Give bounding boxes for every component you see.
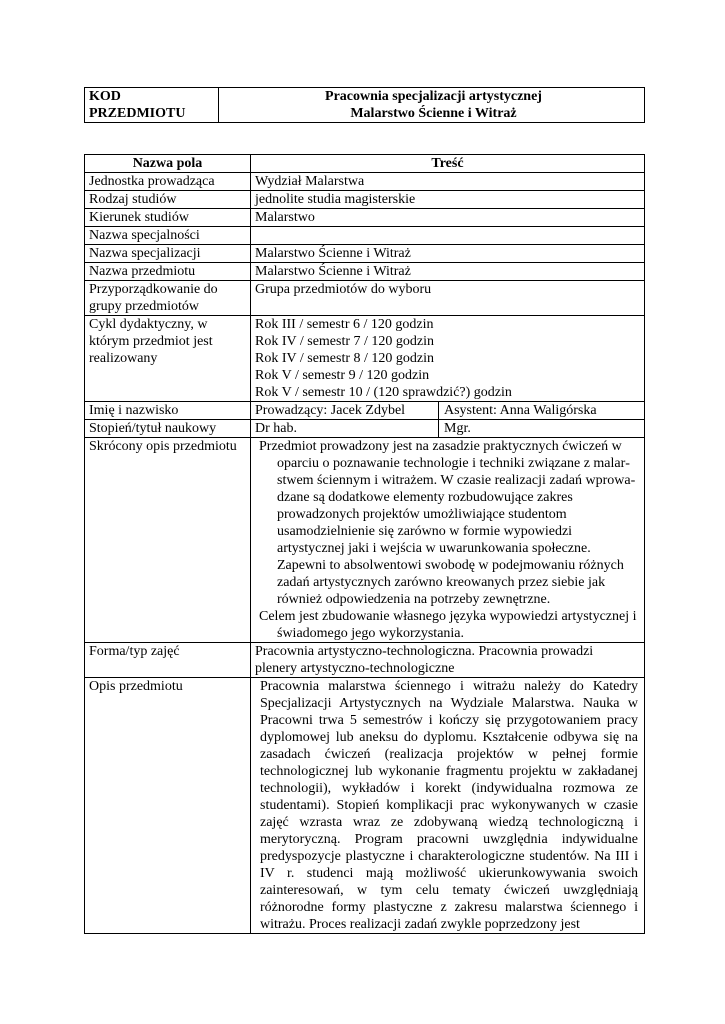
row-label: Forma/typ zajęć [85,643,251,678]
cycle-line: Rok V / semestr 9 / 120 godzin [255,368,430,383]
cycle-line: Rok III / semestr 6 / 120 godzin [255,317,434,332]
row-label: Skrócony opis przedmiotu [85,438,251,643]
row-value: Malarstwo Ścienne i Witraż [251,263,645,281]
assistant-degree: Mgr. [444,421,471,436]
lecturer-degree: Dr hab. [251,420,439,437]
short-description-paragraph: Przedmiot prowadzony jest na zasadzie praktycznych ćwiczeń w oparciu o poznawanie technologie i techniki związane z malarstwem ściennym i witrażem. W czasie realizacji zadań wprowadzane są dodatkowe elementy rozbudowujące zakres prowadzonych projektów umożliwiające studentom usamodzielnienie się zarówno w formie wypowiedzi artystycznej jaki i wejścia w uwarunkowania społeczne. Zapewni to absolwentowi swobodę w podejmowaniu różnych zadań artystycznych zarówno kreowanych przez siebie jak również odpowiedzenia na potrzeby zewnętrzne. [259,439,636,607]
row-label: Nazwa specjalizacji [85,245,251,263]
row-label: Imię i nazwisko [85,402,251,420]
table-row [85,209,645,227]
table-row [85,281,645,316]
table-row [85,173,645,191]
cycle-line: Rok IV / semestr 7 / 120 godzin [255,334,435,349]
row-label: Stopień/tytuł naukowy [85,420,251,438]
row-value [251,420,645,438]
row-value: jednolite studia magisterskie [251,191,645,209]
subject-details-table [84,154,645,934]
column-header-name: Nazwa pola [85,155,251,173]
row-label-line: grupy przedmiotów [89,299,200,314]
row-label: Nazwa specjalności [85,227,251,245]
row-value [251,316,645,402]
column-header-content: Treść [251,155,645,173]
code-label-line1: KOD [89,89,121,104]
row-label-line: realizowany [89,351,158,366]
row-label: Opis przedmiotu [85,678,251,934]
table-row [85,227,645,245]
row-label-line: którym przedmiot jest [89,334,213,349]
row-label: Nazwa przedmiotu [85,263,251,281]
row-value: Pracownia malarstwa ściennego i witrażu należy do Katedry Specjalizacji Artystycznych na Wydziale Malarstwa. Nauka w Pracowni trwa 5 semestrów i kończy się przygotowaniem pracy dyplomowej lub aneksu do dyplomu. Kształcenie odbywa się na zasadach ćwiczeń (realizacja projektów w pełnej formie technologicznej lub wykonanie fragmentu projektu w zakładanej technologii), wykładów i korekt (indywidualna rozmowa ze studentami). Stopień komplikacji prac wykonywanych w czasie zajęć wzrasta wraz ze zdobywaną wiedzą technologiczną i merytoryczną. Program pracowni uwzględnia indywidualne predyspozycje plastyczne i charakterologiczne studentów. Na III i IV r. studenci mają możliwość ukierunkowywania swoich zainteresowań, w tym celu tematy ćwiczeń uwzględniają różnorodne formy plastyczne z zakresu malarstwa ściennego i witrażu. Proces realizacji zadań zwykle poprzedzony jest [251,678,645,934]
row-value: Pracownia artystyczno-technologiczna. Pracownia prowadzi plenery artystyczno-technologiczne [251,643,645,678]
subject-title-cell [219,88,645,123]
subject-title-line1: Pracownia specjalizacji artystycznej [325,89,542,104]
table-row [85,678,645,934]
code-label-line2: PRZEDMIOTU [89,105,186,121]
row-label-line: Przyporządkowanie do [89,282,218,297]
subject-title-line2: Malarstwo Ścienne i Witraż [350,105,517,121]
code-label-cell [85,88,219,123]
row-label [85,281,251,316]
row-label-line: Cykl dydaktyczny, w [89,317,208,332]
cycle-line: Rok IV / semestr 8 / 120 godzin [255,351,435,366]
table-row [85,245,645,263]
subject-code-header [84,87,645,123]
table-row [85,316,645,402]
cycle-line: Rok V / semestr 10 / (120 sprawdzić?) godzin [255,385,512,400]
table-row [85,402,645,420]
row-value [251,402,645,420]
short-description-paragraph: Celem jest zbudowanie własnego języka wypowiedzi artystycznej i świadomego jego wykorzystania. [259,609,637,641]
row-value [251,438,645,643]
table-row [85,438,645,643]
row-value: Wydział Malarstwa [251,173,645,191]
assistant-name: Asystent: Anna Waligórska [444,403,597,418]
row-value [251,227,645,245]
row-label [85,316,251,402]
row-value: Malarstwo Ścienne i Witraż [251,245,645,263]
row-value: Grupa przedmiotów do wyboru [251,281,645,316]
table-row [85,643,645,678]
row-label: Kierunek studiów [85,209,251,227]
row-label: Jednostka prowadząca [85,173,251,191]
table-row [85,191,645,209]
table-row [85,420,645,438]
table-row [85,263,645,281]
row-value: Malarstwo [251,209,645,227]
row-label: Rodzaj studiów [85,191,251,209]
lecturer-name: Prowadzący: Jacek Zdybel [251,402,439,419]
